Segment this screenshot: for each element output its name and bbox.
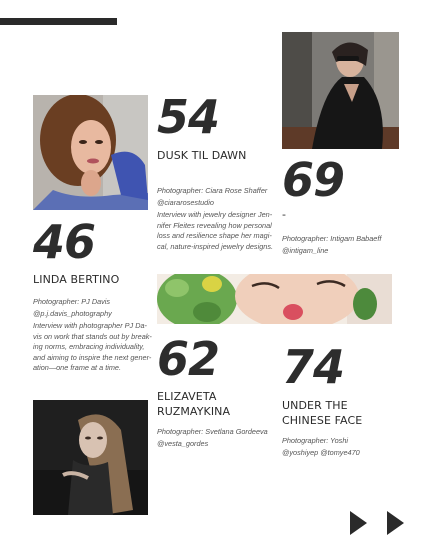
photo-linda-bertino[interactable] <box>33 95 148 210</box>
photo-elizaveta-ruzmaykina[interactable] <box>33 400 148 515</box>
story-photographer: Photographer: Svetlana Gordeeva <box>157 427 268 436</box>
story-photographer: Photographer: PJ Davis <box>33 297 111 306</box>
story-handle[interactable]: @p.j.davis_photography <box>33 309 112 318</box>
story-number: 46 <box>33 215 96 269</box>
story-handle[interactable]: @ciararosestudio <box>157 198 214 207</box>
story-photographer: Photographer: Ciara Rose Shaffer <box>157 186 268 195</box>
story-title[interactable]: - <box>282 208 287 221</box>
story-description: Interview with jewelry designer Jen- nifer Fleites revealing how personal loss and resilience shape her magi- cal, nature-inspired jewelry designs. <box>157 210 273 251</box>
story-number: 62 <box>157 332 220 386</box>
story-title[interactable]: ELIZAVETA RUZMAYKINA <box>157 390 231 418</box>
story-handle[interactable]: @yoshiyep @tomye470 <box>282 448 360 457</box>
story-title[interactable]: DUSK TIL DAWN <box>157 149 247 162</box>
play-arrow-icon[interactable] <box>387 511 404 535</box>
story-handle[interactable]: @intigam_line <box>282 246 329 255</box>
story-number: 74 <box>282 340 345 394</box>
story-title[interactable]: LINDA BERTINO <box>33 273 120 286</box>
story-title[interactable]: UNDER THE CHINESE FACE <box>282 399 363 427</box>
story-number: 69 <box>282 153 345 207</box>
story-number: 54 <box>157 90 220 144</box>
photo-intigam[interactable] <box>282 32 399 149</box>
photo-under-the-chinese-face[interactable] <box>157 274 392 324</box>
header-rule <box>0 18 117 25</box>
story-handle[interactable]: @vesta_gordes <box>157 439 209 448</box>
play-arrow-icon[interactable] <box>350 511 367 535</box>
story-photographer: Photographer: Yoshi <box>282 436 348 445</box>
story-photographer: Photographer: Intigam Babaeff <box>282 234 382 243</box>
story-description: Interview with photographer PJ Da- vis on work that stands out by break- ing norms, embracing individuality, and aiming to inspire the next gener- ation—one frame at a time. <box>33 321 152 372</box>
